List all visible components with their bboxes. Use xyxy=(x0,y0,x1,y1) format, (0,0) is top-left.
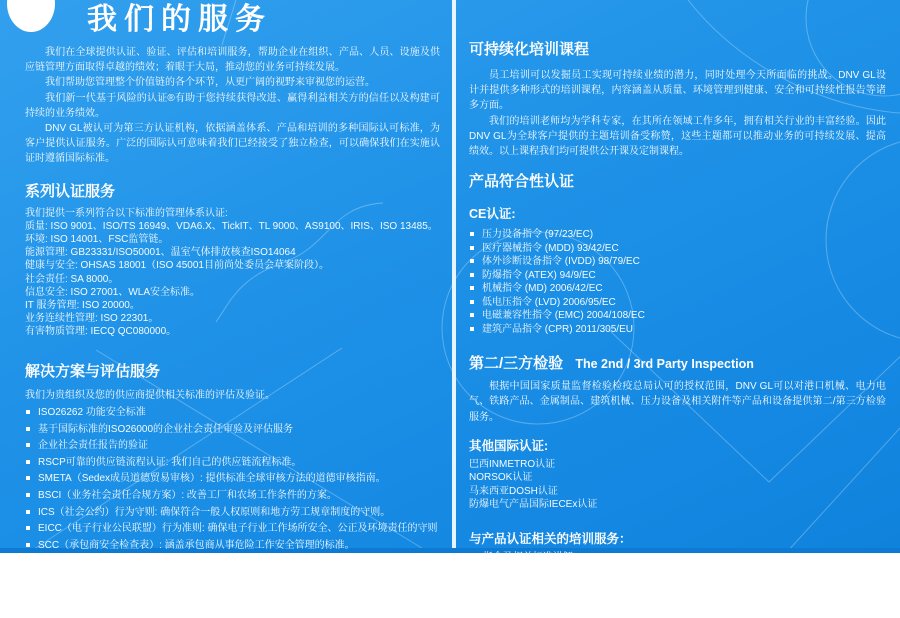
ce-directive-list xyxy=(469,228,886,336)
list-item: 能源管理: GB23331/ISO50001、温室气体排放核查ISO14064 xyxy=(25,247,296,259)
list-item xyxy=(25,522,440,535)
list-item xyxy=(25,472,440,485)
bullet-square-icon xyxy=(26,526,30,530)
subheading-other-international: 其他国际认证: xyxy=(469,438,549,453)
intro-paragraph-2: 我们帮助您管理整个价值链的各个环节，从更广阔的视野来审视您的运营。 xyxy=(45,77,375,89)
list-item: 产品合规性说明及最佳实践分享 xyxy=(469,605,609,617)
bullet-text: ICS（社会公约）行为守则: 确保符合一般人权原则和地方劳工规章制度的守则。 xyxy=(38,506,391,518)
list-item: 巴西INMETRO认证 xyxy=(469,458,556,470)
list-item xyxy=(25,406,440,419)
bullet-text: 基于国际标准的ISO26000的企业社会责任审验及评估服务 xyxy=(38,423,294,435)
list-item: 业务连续性管理: ISO 22301。 xyxy=(25,313,159,325)
bullet-text: 防爆指令 (ATEX) 94/9/EC xyxy=(482,269,596,281)
bullet-square-icon xyxy=(470,313,474,317)
intro-paragraph-1: 我们在全球提供认证、验证、评估和培训服务，帮助企业在组织、产品、人员、设施及供应链管理方面取得卓越的绩效；着眼于大局，推动您的业务可持续发展。 xyxy=(25,47,440,74)
inspection-paragraph: 根据中国国家质量监督检验检疫总局认可的授权范围，DNV GL可以对港口机械、电力电气、铁路产品、金属制品、建筑机械、压力设备及相关附件等产品和设备提供第二/第三方检验服务。 xyxy=(469,381,886,423)
bullet-text: 建筑产品指令 (CPR) 2011/305/EU xyxy=(482,323,633,335)
bullet-text: SCC（承包商安全检查表）: 涵盖承包商从事危险工作安全管理的标准。 xyxy=(38,539,355,551)
page-title: 我们的服务 xyxy=(87,3,272,36)
section-heading-sustainability-training: 可持续化培训课程 xyxy=(469,41,590,58)
list-item xyxy=(25,572,440,585)
list-item: 信息安全: ISO 27001、WLA安全标准。 xyxy=(25,286,201,298)
bullet-text: 企业社会责任报告的验证 xyxy=(38,440,148,452)
list-item: 质量: ISO 9001、ISO/TS 16949、VDA6.X、TickIT、TL 9000、AS9100、IRIS、ISO 13485。 xyxy=(25,220,438,232)
bullet-square-icon xyxy=(470,273,474,277)
bullet-square-icon xyxy=(470,246,474,250)
bullet-square-icon xyxy=(26,410,30,414)
list-item: CE指令及相关标准讲解 xyxy=(469,551,573,563)
list-item: NORSOK认证 xyxy=(469,472,533,484)
section-heading-solutions-assessment: 解决方案与评估服务 xyxy=(25,362,161,380)
bullet-text: SMETA（Sedex成员道德贸易审核）: 提供标准全球审核方法的道德审核指南。 xyxy=(38,473,386,485)
bullet-text: 低电压指令 (LVD) 2006/95/EC xyxy=(482,296,616,308)
bullet-square-icon xyxy=(26,460,30,464)
inspection-heading-zh: 第二/三方检验 xyxy=(469,355,564,373)
right-column xyxy=(456,0,900,618)
training-paragraph-1: 员工培训可以发掘员工实现可持续业绩的潜力，同时处理今天所面临的挑战。DNV GL设计并提供多种形式的培训课程，内容涵盖从质量、环境管理到健康、安全和可持续性报告等诸多方面。 xyxy=(469,70,886,112)
bullet-text: ISO 28000和TAPA货运安全要求: 供应链安全管理标准。 xyxy=(38,573,287,584)
list-item xyxy=(25,539,440,552)
bullet-square-icon xyxy=(26,576,30,580)
list-item: 马来西亚DOSH认证 xyxy=(469,485,558,497)
subheading-ce-certification: CE认证: xyxy=(469,207,516,222)
bullet-square-icon xyxy=(26,543,30,547)
list-item xyxy=(25,439,440,452)
list-item xyxy=(469,323,886,337)
product-training-list xyxy=(469,551,886,618)
bullet-text: RSCP可靠的供应链流程认证: 我们自己的供应链流程标准。 xyxy=(38,456,302,468)
intro-paragraph-4: DNV GL被认可为第三方认证机构，依据涵盖体系、产品和培训的多种国际认可标准，为客户提供认证服务。广泛的国际认可意味着我们已经接受了独立检查，可以确保我们在实施认证时遵循国际标准。 xyxy=(25,123,440,165)
bullet-square-icon xyxy=(26,559,30,563)
list-item xyxy=(469,282,886,296)
bullet-square-icon xyxy=(470,286,474,290)
list-item xyxy=(469,296,886,310)
intro-paragraph-3: 我们新一代基于风险的认证®有助于您持续获得改进、赢得利益相关方的信任以及构建可持续的业务绩效。 xyxy=(25,92,440,119)
bullet-square-icon xyxy=(26,476,30,480)
list-item xyxy=(25,555,440,568)
section-heading-series-certification: 系列认证服务 xyxy=(25,182,116,200)
bullet-text: 体外诊断设备指令 (IVDD) 98/79/EC xyxy=(482,256,640,268)
list-item: 我们提供一系列符合以下标准的管理体系认证: xyxy=(25,207,228,219)
bullet-text: 电磁兼容性指令 (EMC) 2004/108/EC xyxy=(482,310,645,322)
list-item: 有害物质管理: IECQ QC080000。 xyxy=(25,326,177,338)
list-item xyxy=(25,489,440,502)
list-item: 技术档案要求讲解 xyxy=(469,592,549,604)
solutions-list xyxy=(25,406,440,585)
list-item: IT 服务管理: ISO 20000。 xyxy=(25,300,140,312)
list-item: 防爆电气产品国际IECEx认证 xyxy=(469,499,598,511)
inspection-heading-en: The 2nd / 3rd Party Inspection xyxy=(575,357,754,372)
bullet-square-icon xyxy=(26,443,30,447)
solutions-intro: 我们为贵组织及您的供应商提供相关标准的评估及验证。 xyxy=(25,389,275,401)
section-heading-inspection xyxy=(469,355,886,373)
bullet-square-icon xyxy=(470,327,474,331)
bullet-text: 机械指令 (MD) 2006/42/EC xyxy=(482,283,603,295)
list-item xyxy=(469,242,886,256)
left-column xyxy=(0,0,452,585)
list-item xyxy=(469,269,886,283)
bullet-square-icon xyxy=(470,259,474,263)
bullet-text: ETHIC智慧: 反腐政策认证。 xyxy=(38,556,164,568)
bullet-square-icon xyxy=(26,493,30,497)
list-item: 健康与安全: OHSAS 18001（ISO 45001目前尚处委员会草案阶段）。 xyxy=(25,260,329,272)
list-item xyxy=(25,506,440,519)
list-item xyxy=(25,456,440,469)
subheading-product-training: 与产品认证相关的培训服务： xyxy=(469,531,632,546)
other-international-list xyxy=(469,458,886,512)
bullet-text: BSCI（业务社会责任合规方案）: 改善工厂和农场工作条件的方案。 xyxy=(38,490,337,502)
section-heading-product-conformity: 产品符合性认证 xyxy=(469,173,575,191)
bullet-text: 压力设备指令 (97/23/EC) xyxy=(482,229,594,241)
list-item: ISO13485管理体系内审员培训 xyxy=(469,578,605,590)
list-item xyxy=(469,255,886,269)
bullet-text: EICC（电子行业公民联盟）行为准则: 确保电子行业工作场所安全、公正及环境责任的守则 xyxy=(38,523,438,535)
list-item xyxy=(25,423,440,436)
training-paragraph-2: 我们的培训老师均为学科专家，在其所在领域工作多年，拥有相关行业的丰富经验。因此DNV GL为全球客户提供的主题培训备受称赞，这些主题都可以推动业务的可持续发展、提高绩效。以上课程我们均可提供公开课及定制课程。 xyxy=(469,115,886,158)
bullet-square-icon xyxy=(26,427,30,431)
list-item: 社会责任: SA 8000。 xyxy=(25,273,119,285)
bullet-square-icon xyxy=(26,510,30,514)
series-certification-list xyxy=(25,207,440,339)
list-item xyxy=(469,309,886,323)
list-item xyxy=(469,228,886,242)
bullet-square-icon xyxy=(470,232,474,236)
list-item: ISO13485管理体系认证的标准要求及实施概论 xyxy=(469,565,675,577)
intro-section xyxy=(25,45,440,167)
list-item: 环境: ISO 14001、FSC监管链。 xyxy=(25,234,169,246)
bullet-text: ISO26262 功能安全标准 xyxy=(38,407,146,419)
bullet-square-icon xyxy=(470,300,474,304)
bullet-text: 医疗器械指令 (MDD) 93/42/EC xyxy=(482,242,619,254)
